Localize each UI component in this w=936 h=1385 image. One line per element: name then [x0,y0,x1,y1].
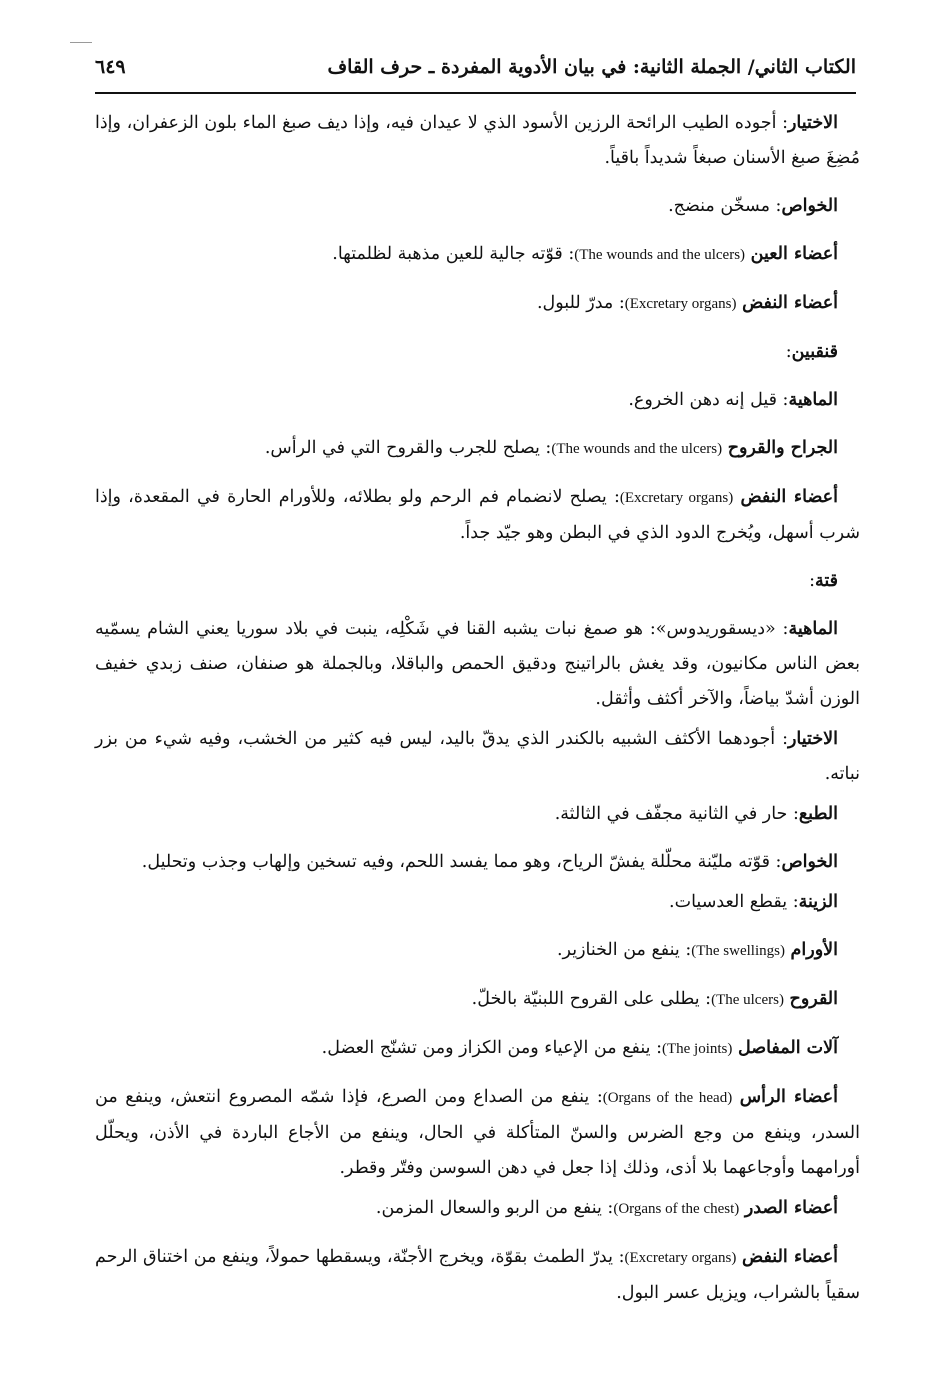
entry-term: آلات المفاصل [737,1038,838,1058]
entry-text: : [809,571,815,591]
entry-paragraph [95,1080,860,1186]
entry-text: : قوّته مليّنة محلّلة يفشّ الرياح، وهو مما يفسد اللحم، وفيه تسخين وإلهاب وجذب وتحليل. [141,852,782,872]
english-gloss: (Excretary organs) [624,296,737,312]
entry-paragraph [95,237,860,273]
entry-term: أعضاء النفض [740,487,838,507]
entry-text: : ينفع من الإعياء ومن الكزاز ومن تشنّج العضل. [321,1038,662,1058]
entry-text: : يصلح لانضمام فم الرحم ولو بطلائه، وللأورام الحارة في المقعدة، وإذا شرب أسهل، ويُخرج الدود الذي في البطن وهو جيّد جداً. [95,487,860,543]
entry-paragraph [95,480,860,551]
entry-term: الماهية [788,619,838,639]
entry-text: : [785,342,792,362]
drug-heading [95,564,860,599]
entry-term: قنقبين [791,342,838,362]
entry-term: الاختيار [787,113,838,133]
entry-text: : يصلح للجرب والقروح التي في الرأس. [264,438,552,458]
entry-text: : أجوده الطيب الرائحة الرزين الأسود الذي لا عيدان فيه، وإذا ديف صبغ الماء بلون الزعفران، وإذا مُضِغَ صبغ الأسنان صبغاً شديداً باقياً. [95,113,860,168]
entry-paragraph [95,1240,860,1311]
entry-paragraph [95,933,860,969]
entry-text: : مدرّ للبول. [536,293,625,313]
entry-term: الطبع [798,804,838,824]
entry-text: : قوّته جالية للعين مذهبة لظلمتها. [332,244,575,264]
entry-term: القروح [789,989,838,1009]
english-gloss: (The joints) [661,1041,733,1057]
english-gloss: (Organs of the chest) [613,1201,740,1217]
english-gloss: (The swellings) [691,943,785,959]
entry-paragraph [95,982,860,1018]
entry-text: : قيل إنه دهن الخروع. [628,390,789,410]
entry-text: : ينفع من الربو والسعال المزمن. [375,1198,614,1218]
entry-paragraph [95,845,860,880]
entry-term: الخواص [781,852,838,872]
entry-text: : ينفع من الصداع ومن الصرع، فإذا شمّه المصروع انتعش، وينفع من السدر، وينفع من وجع الضرس والسنّ المتأكلة في الحال، وينفع من الأجاع الباردة في الأذن، ويحلّل أورامهما وأوجاعهما بلا أذى، وذلك إذا جعل في دهن السوسن وفتّر وقطر. [95,1087,860,1178]
entry-paragraph [95,286,860,322]
running-title: الكتاب الثاني/ الجملة الثانية: في بيان الأدوية المفردة ـ حرف القاف [327,56,856,78]
english-gloss: (The wounds and the ulcers) [574,247,746,263]
entry-term: الجراح والقروح [727,438,838,458]
entry-paragraph [95,106,860,176]
entry-paragraph [95,189,860,224]
entry-term: قتة [814,571,838,591]
english-gloss: (Organs of the head) [602,1090,733,1106]
entry-term: أعضاء النفض [742,1247,838,1267]
entry-term: الأورام [790,940,838,960]
entry-paragraph [95,612,860,717]
entry-term: الماهية [788,390,838,410]
page-header [95,52,856,94]
english-gloss: (The ulcers) [711,992,784,1008]
entry-paragraph [95,383,860,418]
entry-term: أعضاء النفض [742,293,838,313]
entry-paragraph [95,722,860,792]
entry-text: : مسخّن منضج. [668,196,782,216]
entry-paragraph [95,431,860,467]
entry-term: الزينة [798,892,838,912]
english-gloss: (Excretary organs) [619,490,734,506]
english-gloss: (The wounds and the ulcers) [551,441,723,457]
entry-paragraph [95,1191,860,1227]
english-gloss: (Excretary organs) [624,1250,737,1266]
entry-text: : يدرّ الطمث بقوّة، ويخرج الأجنّة، ويسقطها حمولاً، وينفع من اختناق الرحم سقياً بالشراب، ويزيل عسر البول. [95,1247,860,1303]
drug-heading [95,335,860,370]
entry-text: : يطلى على القروح اللبنيّة بالخلّ. [471,989,712,1009]
entry-text: : يقطع العدسيات. [669,892,799,912]
entry-term: أعضاء الصدر [744,1198,838,1218]
entry-term: أعضاء العين [750,244,838,264]
entry-paragraph [95,885,860,920]
entry-term: أعضاء الرأس [739,1087,838,1107]
entry-text: : ينفع من الخنازير. [556,940,692,960]
page-body [95,106,860,1324]
entry-text: : «ديسقوريدوس»: هو صمغ نبات يشبه القنا في شَكْلِه، ينبت في بلاد سوريا يعني الشام يسمّيه بعض الناس مكانيون، وقد يغش بالراتينج ودقيق الحمص والباقلا، وبالجملة هو صنفان، صنف زبدي خفيف الوزن أشدّ بياضاً، والآخر أكثف وأثقل. [95,619,860,709]
scan-mark [70,42,92,43]
entry-text: : حار في الثانية مجفّف في الثالثة. [554,804,799,824]
entry-paragraph [95,797,860,832]
entry-term: الاختيار [787,729,838,749]
entry-text: : أجودهما الأكثف الشبيه بالكندر الذي يدقّ باليد، ليس فيه كثير من الخشب، وفيه شيء من بزر نباته. [95,729,860,784]
entry-paragraph [95,1031,860,1067]
page-number: ٦٤٩ [95,56,126,78]
entry-term: الخواص [781,196,838,216]
